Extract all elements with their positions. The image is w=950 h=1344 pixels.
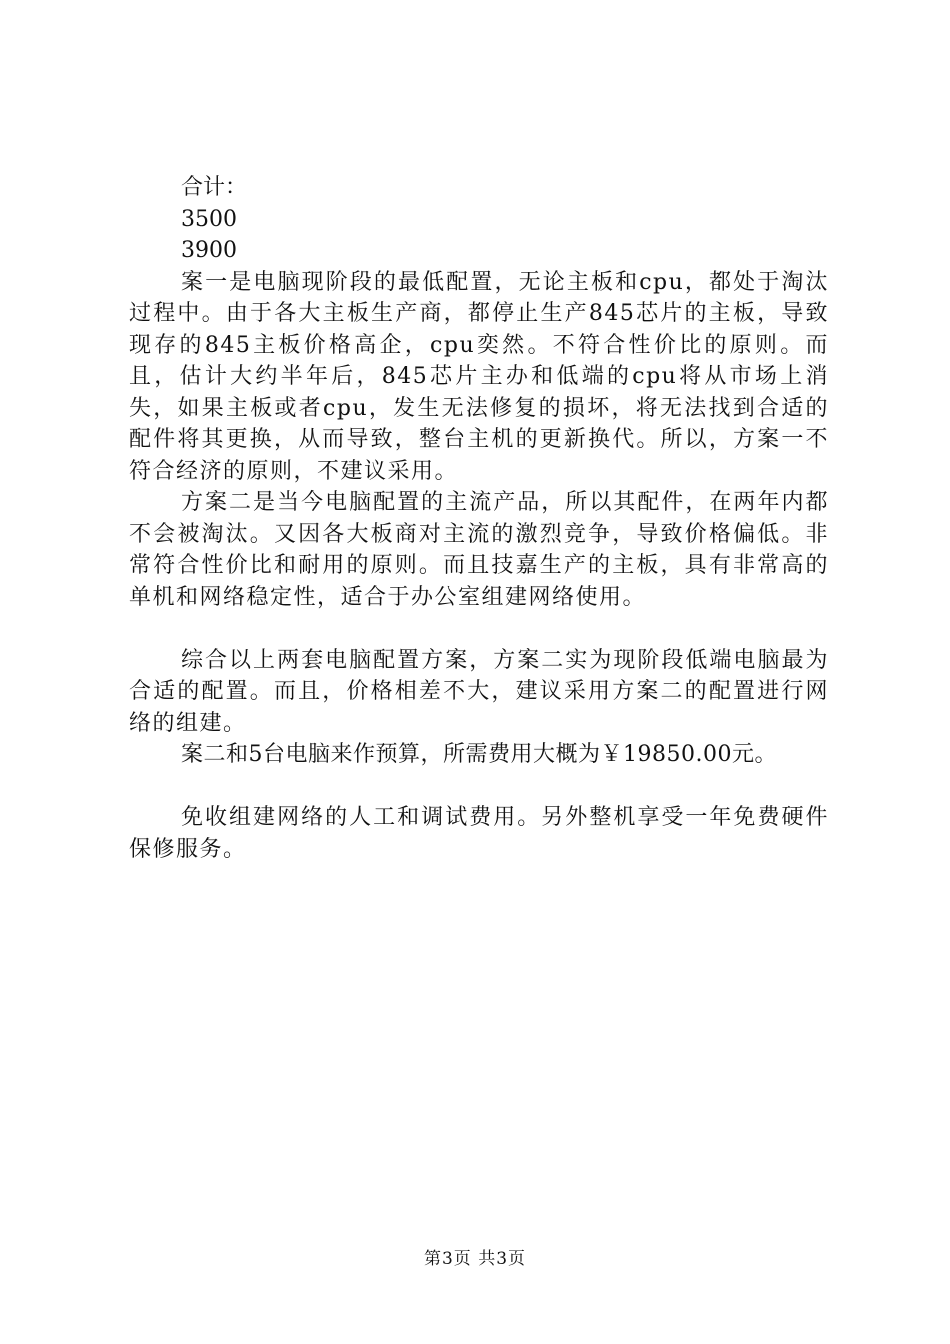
total-value-2: 3900: [181, 238, 237, 263]
paragraph-plan-two: 方案二是当今电脑配置的主流产品，所以其配件，在两年内都不会被淘汰。又因各大板商对主流的激烈竞争，导致价格偏低。非常符合性价比和耐用的原则。而且技嘉生产的主板，具有非常高的单机和网络稳定性，适合于办公室组建网络使用。: [129, 490, 829, 610]
paragraph-summary: 综合以上两套电脑配置方案，方案二实为现阶段低端电脑最为合适的配置。而且，价格相差不大，建议采用方案二的配置进行网络的组建。: [129, 647, 829, 736]
paragraph-budget: 案二和5台电脑来作预算，所需费用大概为￥19850.00元。: [181, 742, 777, 767]
paragraph-plan-one: 案一是电脑现阶段的最低配置，无论主板和cpu，都处于淘汰过程中。由于各大主板生产商，都停止生产845芯片的主板，导致现存的845主板价格高企，cpu奕然。不符合性价比的原则。而且，估计大约半年后，845芯片主办和低端的cpu将从市场上消失，如果主板或者cpu，发生无法修复的损坏，将无法找到合适的配件将其更换，从而导致，整台主机的更新换代。所以，方案一不符合经济的原则，不建议采用。: [129, 269, 829, 484]
paragraph-spacer: [129, 771, 829, 803]
total-label: 合计：: [181, 175, 248, 200]
paragraph-spacer: [129, 613, 829, 645]
page-footer: 第3页 共3页: [423, 1249, 527, 1269]
total-value-1: 3500: [181, 206, 237, 232]
paragraph-service: 免收组建网络的人工和调试费用。另外整机享受一年免费硬件保修服务。: [129, 805, 829, 862]
document-body: [129, 172, 829, 865]
